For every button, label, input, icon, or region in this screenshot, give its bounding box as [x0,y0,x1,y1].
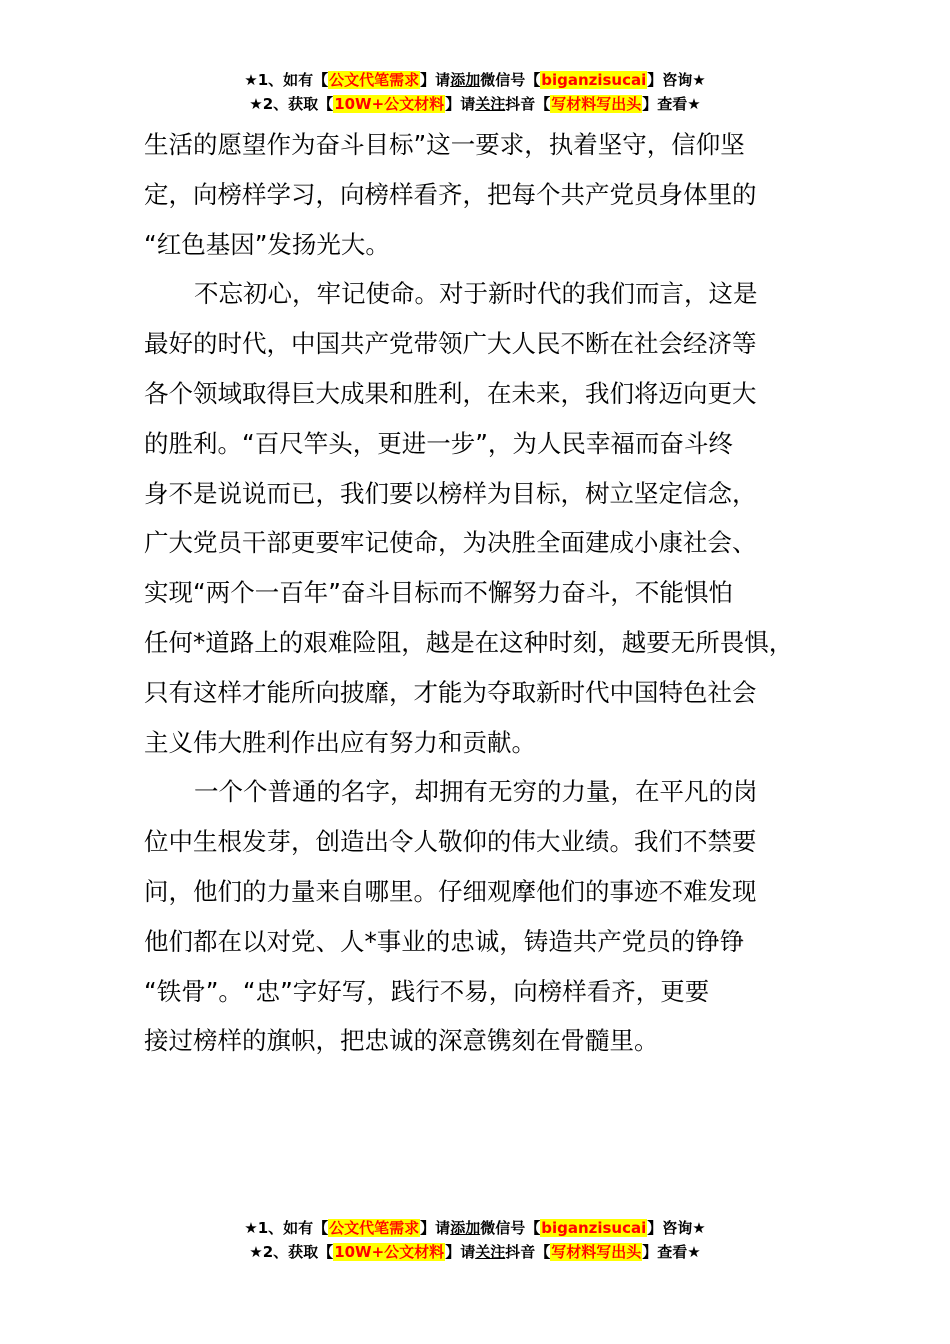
banner-text: 】请 [420,1219,451,1237]
banner-text: 】咨询★ [647,71,706,89]
text-line: 只有这样才能所向披靡，才能为夺取新时代中国特色社会 [144,677,757,707]
banner-text: 】请 [420,71,451,89]
text-line: 身不是说说而已，我们要以榜样为目标，树立坚定信念， [144,478,757,508]
text-line: 广大党员干部更要牢记使命，为决胜全面建成小康社会、 [144,528,757,558]
banner-line-2 [0,1240,950,1264]
text-line: 问，他们的力量来自哪里。仔细观摩他们的事迹不难发现 [144,876,757,906]
paragraph-start-line: 不忘初心，牢记使命。对于新时代的我们而言，这是 [194,279,758,309]
highlight-wechat-id: biganzisucai [541,1219,647,1237]
banner-text: 抖音【 [505,1243,551,1261]
text-line: 位中生根发芽，创造出令人敬仰的伟大业绩。我们不禁要 [144,827,757,857]
banner-text: ★2、获取【 [249,95,334,113]
text-line: 各个领域取得巨大成果和胜利，在未来，我们将迈向更大 [144,378,757,408]
banner-text: 微信号【 [480,1219,541,1237]
highlight-service: 公文代笔需求 [329,1219,420,1237]
footer-banner [0,1216,950,1264]
header-banner [0,68,950,116]
highlight-materials: 10W+公文材料 [334,95,445,113]
banner-line-1 [0,68,950,92]
banner-line-2 [0,92,950,116]
highlight-account: 写材料写出头 [551,95,642,113]
text-line: 最好的时代，中国共产党带领广大人民不断在社会经济等 [144,329,757,359]
banner-emphasis: 关注 [475,95,506,113]
banner-emphasis: 添加 [450,1219,481,1237]
document-body [144,120,834,1066]
banner-text: ★2、获取【 [249,1243,334,1261]
banner-text: 】查看★ [642,1243,701,1261]
text-line: 主义伟大胜利作出应有努力和贡献。 [144,727,536,757]
text-line: “铁骨”。“忠”字好写，践行不易，向榜样看齐，更要 [144,976,710,1006]
text-line: 的胜利。“百尺竿头，更进一步”，为人民幸福而奋斗终 [144,428,733,458]
banner-line-1 [0,1216,950,1240]
text-line: 他们都在以对党、人*事业的忠诚，铸造共产党员的铮铮 [144,926,745,956]
paragraph-start-line: 一个个普通的名字，却拥有无穷的力量，在平凡的岗 [194,777,758,807]
banner-text: 微信号【 [480,71,541,89]
banner-emphasis: 关注 [475,1243,506,1261]
banner-text: 】咨询★ [647,1219,706,1237]
text-line: 实现“两个一百年”奋斗目标而不懈努力奋斗，不能惧怕 [144,578,733,608]
banner-text: 抖音【 [505,95,551,113]
highlight-service: 公文代笔需求 [329,71,420,89]
text-line: 任何*道路上的艰难险阻，越是在这种时刻，越要无所畏惧， [144,627,794,657]
text-line: 生活的愿望作为奋斗目标”这一要求，执着坚守，信仰坚 [144,130,745,159]
text-line: 接过榜样的旗帜，把忠诚的深意镌刻在骨髓里。 [144,1026,659,1056]
highlight-wechat-id: biganzisucai [541,71,647,89]
banner-text: 】请 [445,1243,476,1261]
banner-text: 】查看★ [642,95,701,113]
text-line: 定，向榜样学习，向榜样看齐，把每个共产党员身体里的 [144,179,757,209]
text-line: “红色基因”发扬光大。 [144,229,390,259]
highlight-materials: 10W+公文材料 [334,1243,445,1261]
banner-text: ★1、如有【 [244,1219,329,1237]
banner-text: 】请 [445,95,476,113]
banner-emphasis: 添加 [450,71,481,89]
banner-text: ★1、如有【 [244,71,329,89]
highlight-account: 写材料写出头 [551,1243,642,1261]
